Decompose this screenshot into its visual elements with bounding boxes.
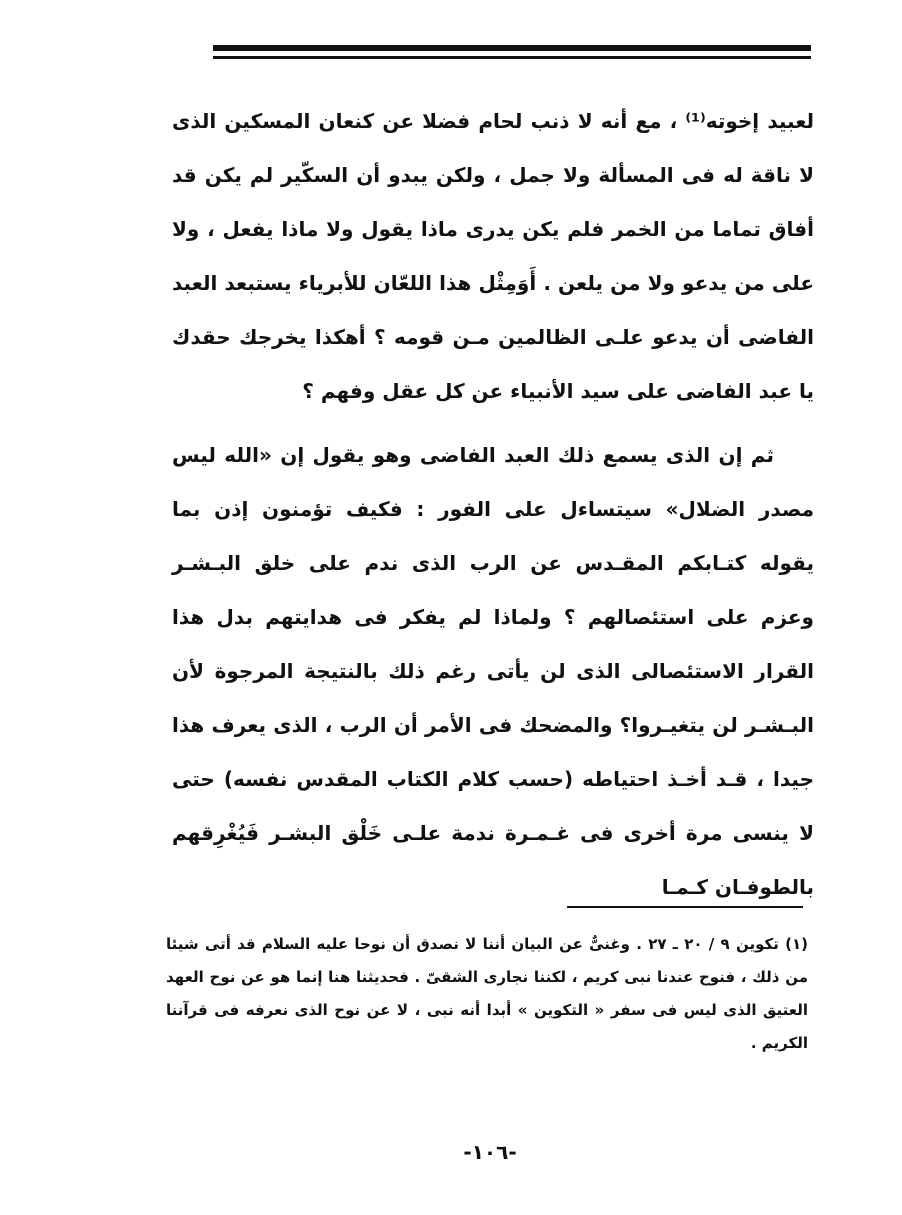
footnote: [166, 928, 808, 1060]
footnote-separator: [567, 906, 803, 908]
page-number: -١٠٦-: [463, 1140, 517, 1164]
header-rule-thick: [213, 45, 811, 51]
footnote-text: (١) تكوين ٩ / ٢٠ ـ ٢٧ . وغنىٌّ عن البيان أننا لا نصدق أن نوحا عليه السلام قد أتى شيئا من ذلك ، فنوح عندنا نبى كريم ، لكننا نجارى الشقىّ . فحديثنا هنا إنما هو عن نوح العهد العتيق الذى ليس فى سفر « التكوين » أبدا أنه نبى ، لا عن نوح الذى نعرفه فى قرآننا الكريم .: [166, 935, 808, 1052]
header-rule-thin: [213, 56, 811, 59]
paragraph: ثم إن الذى يسمع ذلك العبد الفاضى وهو يقول إن «الله ليس مصدر الضلال» سيتساءل على الفور : فكيف تؤمنون إذن بما يقوله كتـابكم المقـدس عن الرب الذى ندم على خلق البـشـر وعزم على استئصالهم ؟ ولماذا لم يفكر فى هدايتهم بدل هذا القرار الاستئصالى الذى لن يأتى رغم ذلك بالنتيجة المرجوة لأن البـشـر لن يتغيـروا؟ والمضحك فى الأمر أن الرب ، الذى يعرف هذا جيدا ، قـد أخـذ احتياطه (حسب كلام الكتاب المقدس نفسه) حتى لا ينسى مرة أخرى فى غـمـرة ندمة علـى خَلْق البشـر فَيُغْرِقهم بالطوفـان كـمـا: [172, 443, 814, 899]
main-text: [172, 94, 814, 914]
paragraph: لعبيد إخوته⁽¹⁾ ، مع أنه لا ذنب لحام فضلا عن كنعان المسكين الذى لا ناقة له فى المسألة ولا جمل ، ولكن يبدو أن السكّير لم يكن قد أفاق تماما من الخمر فلم يكن يدرى ماذا يقول ولا ماذا يفعل ، ولا على من يدعو ولا من يلعن . أَوَمِثْل هذا اللعّان للأبرياء يستبعد العبد الفاضى أن يدعو علـى الظالمين مـن قومه ؟ أهكذا يخرجك حقدك يا عبد الفاضى على سيد الأنبياء عن كل عقل وفهم ؟: [172, 109, 814, 403]
